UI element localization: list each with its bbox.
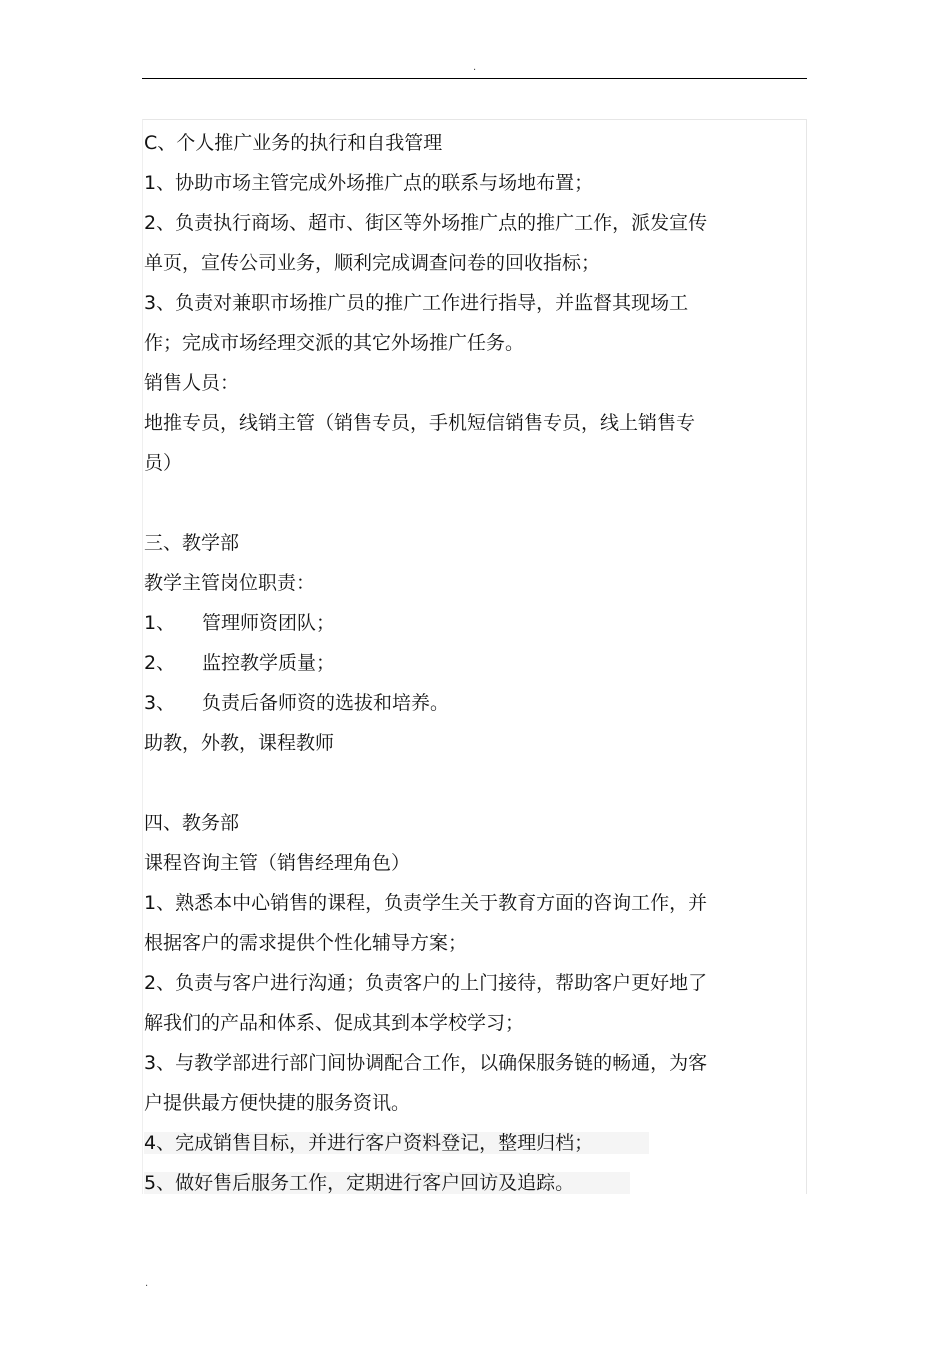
- list-number: 3、: [144, 692, 176, 714]
- list-text: 负责后备师资的选拔和培养。: [202, 692, 450, 714]
- spacer: [144, 483, 769, 523]
- section-c-item-2-line-1: 2、负责执行商场、超市、街区等外场推广点的推广工作，派发宣传: [144, 212, 708, 234]
- header-rule: [142, 78, 807, 79]
- section-4-title: 四、教务部: [144, 812, 240, 834]
- spacer: [144, 763, 769, 803]
- sales-heading: 销售人员：: [144, 372, 240, 394]
- section-4-item-3-line-2: 户提供最方便快捷的服务资讯。: [144, 1092, 411, 1114]
- section-4-item-2-line-1: 2、负责与客户进行沟通；负责客户的上门接待，帮助客户更好地了: [144, 972, 708, 994]
- section-c-item-2-line-2: 单页，宣传公司业务，顺利完成调查问卷的回收指标；: [144, 252, 601, 274]
- section-4-item-2-line-2: 解我们的产品和体系、促成其到本学校学习；: [144, 1012, 525, 1034]
- shaded-line: 5、做好售后服务工作，定期进行客户回访及追踪。: [144, 1172, 630, 1194]
- section-c-item-3-line-1: 3、负责对兼职市场推广员的推广工作进行指导，并监督其现场工: [144, 292, 689, 314]
- sales-roles-line-1: 地推专员，线销主管（销售专员，手机短信销售专员，线上销售专: [144, 412, 696, 434]
- list-number: 1、: [144, 612, 176, 634]
- document-body: [144, 123, 769, 1203]
- list-number: 2、: [144, 652, 176, 674]
- section-4-item-1-line-1: 1、熟悉本中心销售的课程，负责学生关于教育方面的咨询工作，并: [144, 892, 708, 914]
- shaded-line: 4、完成销售目标，并进行客户资料登记，整理归档；: [144, 1132, 649, 1154]
- section-c-item-3-line-2: 作；完成市场经理交派的其它外场推广任务。: [144, 332, 525, 354]
- section-c-item-1: 1、协助市场主管完成外场推广点的联系与场地布置；: [144, 172, 594, 194]
- section-3-title: 三、教学部: [144, 532, 240, 554]
- teaching-duty-3: [144, 683, 769, 723]
- footer-mark: .: [145, 1278, 149, 1289]
- teaching-duty-1: [144, 603, 769, 643]
- section-4-item-1-line-2: 根据客户的需求提供个性化辅导方案；: [144, 932, 468, 954]
- section-4-subtitle: 课程咨询主管（销售经理角色）: [144, 852, 411, 874]
- section-4-item-4: [144, 1123, 769, 1163]
- section-4-item-3-line-1: 3、与教学部进行部门间协调配合工作，以确保服务链的畅通，为客: [144, 1052, 708, 1074]
- section-3-subtitle: 教学主管岗位职责：: [144, 572, 316, 594]
- sales-roles-line-2: 员）: [144, 452, 183, 474]
- section-4-item-5: [144, 1163, 769, 1203]
- teaching-duty-2: [144, 643, 769, 683]
- section-c-title: C、个人推广业务的执行和自我管理: [144, 132, 443, 154]
- list-text: 管理师资团队；: [202, 612, 336, 634]
- list-text: 监控教学质量；: [202, 652, 336, 674]
- header-mark: .: [473, 62, 477, 73]
- teaching-roles: 助教，外教，课程教师: [144, 732, 335, 754]
